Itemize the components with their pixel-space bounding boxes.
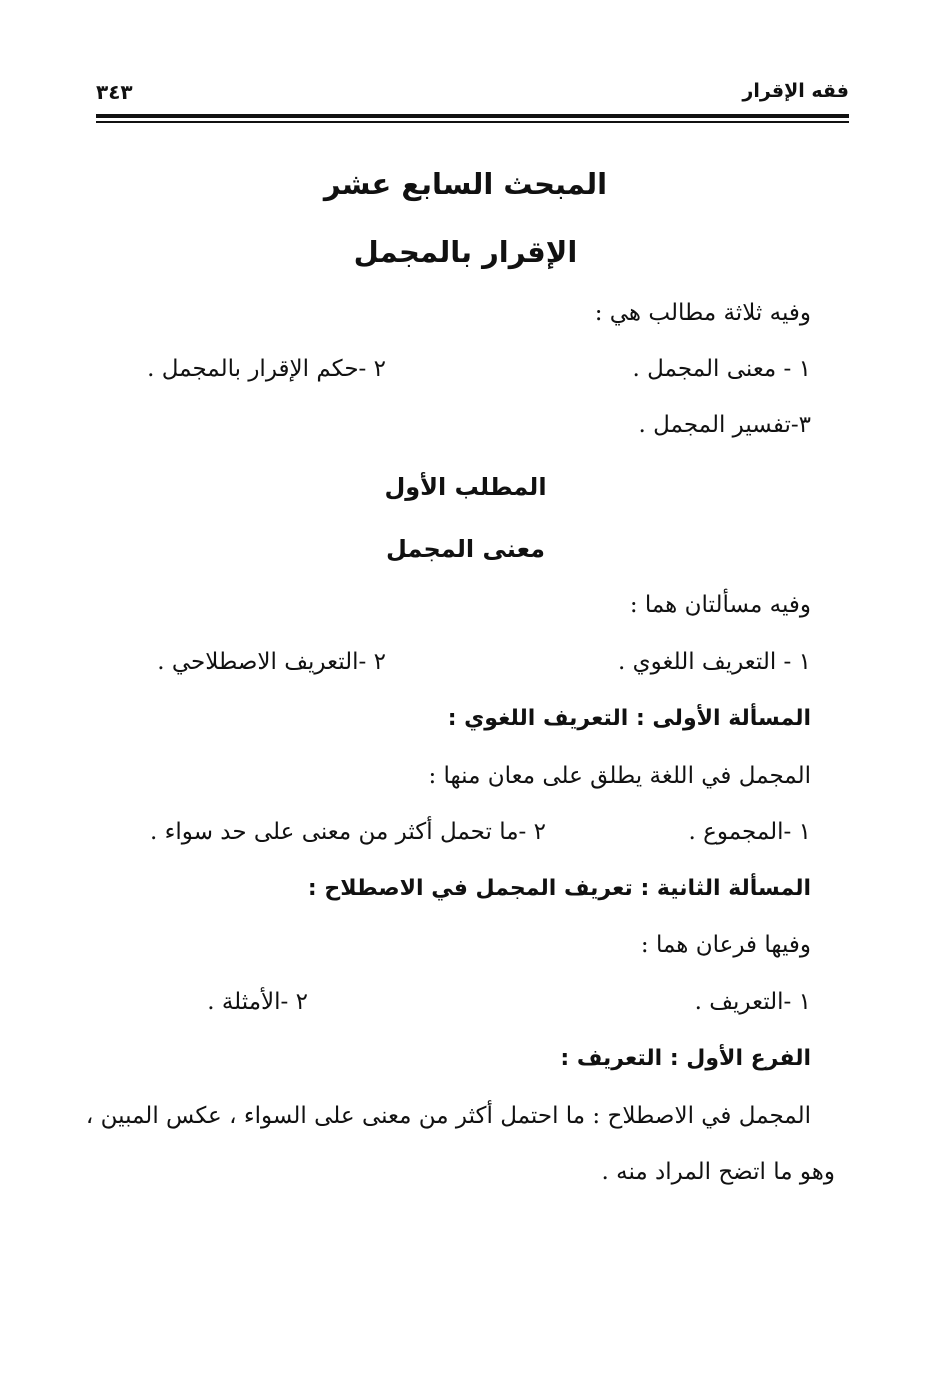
section-subtitle: معنى المجمل	[386, 535, 545, 563]
branch1-heading: الفرع الأول : التعريف :	[560, 1046, 811, 1071]
running-header	[96, 80, 849, 112]
issue1-item-2: ٢ -ما تحمل أكثر من معنى على حد سواء .	[149, 819, 546, 845]
intro-item-3: ٣-تفسير المجمل .	[638, 412, 811, 438]
section-intro: وفيه مسألتان هما :	[629, 592, 811, 618]
issue2-intro: وفيها فرعان هما :	[640, 932, 811, 958]
page-number: ٣٤٣	[96, 80, 133, 104]
intro-text: وفيه ثلاثة مطالب هي :	[594, 300, 811, 326]
issue1-heading: المسألة الأولى : التعريف اللغوي :	[447, 706, 811, 731]
intro-item-2: ٢ -حكم الإقرار بالمجمل .	[147, 356, 386, 382]
branch1-text-line1: المجمل في الاصطلاح : ما احتمل أكثر من معنى على السواء ، عكس المبين ،	[85, 1103, 811, 1129]
issue2-item-1: ١ -التعريف .	[694, 989, 811, 1015]
chapter-title: المبحث السابع عشر	[323, 167, 608, 201]
section-item-2: ٢ -التعريف الاصطلاحي .	[157, 649, 386, 675]
issue1-text: المجمل في اللغة يطلق على معان منها :	[428, 763, 811, 789]
section-title: المطلب الأول	[384, 473, 547, 501]
branch1-text-line2: وهو ما اتضح المراد منه .	[601, 1159, 835, 1185]
intro-item-1: ١ - معنى المجمل .	[632, 356, 811, 382]
issue2-item-2: ٢ -الأمثلة .	[207, 989, 308, 1015]
chapter-subtitle: الإقرار بالمجمل	[353, 235, 578, 269]
book-title: فقه الإقرار	[742, 80, 849, 102]
header-rule-thin	[96, 121, 849, 123]
header-rule-thick	[96, 114, 849, 118]
issue1-item-1: ١ -المجموع .	[688, 819, 811, 845]
issue2-heading: المسألة الثانية : تعريف المجمل في الاصطلاح :	[307, 876, 811, 901]
section-item-1: ١ - التعريف اللغوي .	[617, 649, 811, 675]
